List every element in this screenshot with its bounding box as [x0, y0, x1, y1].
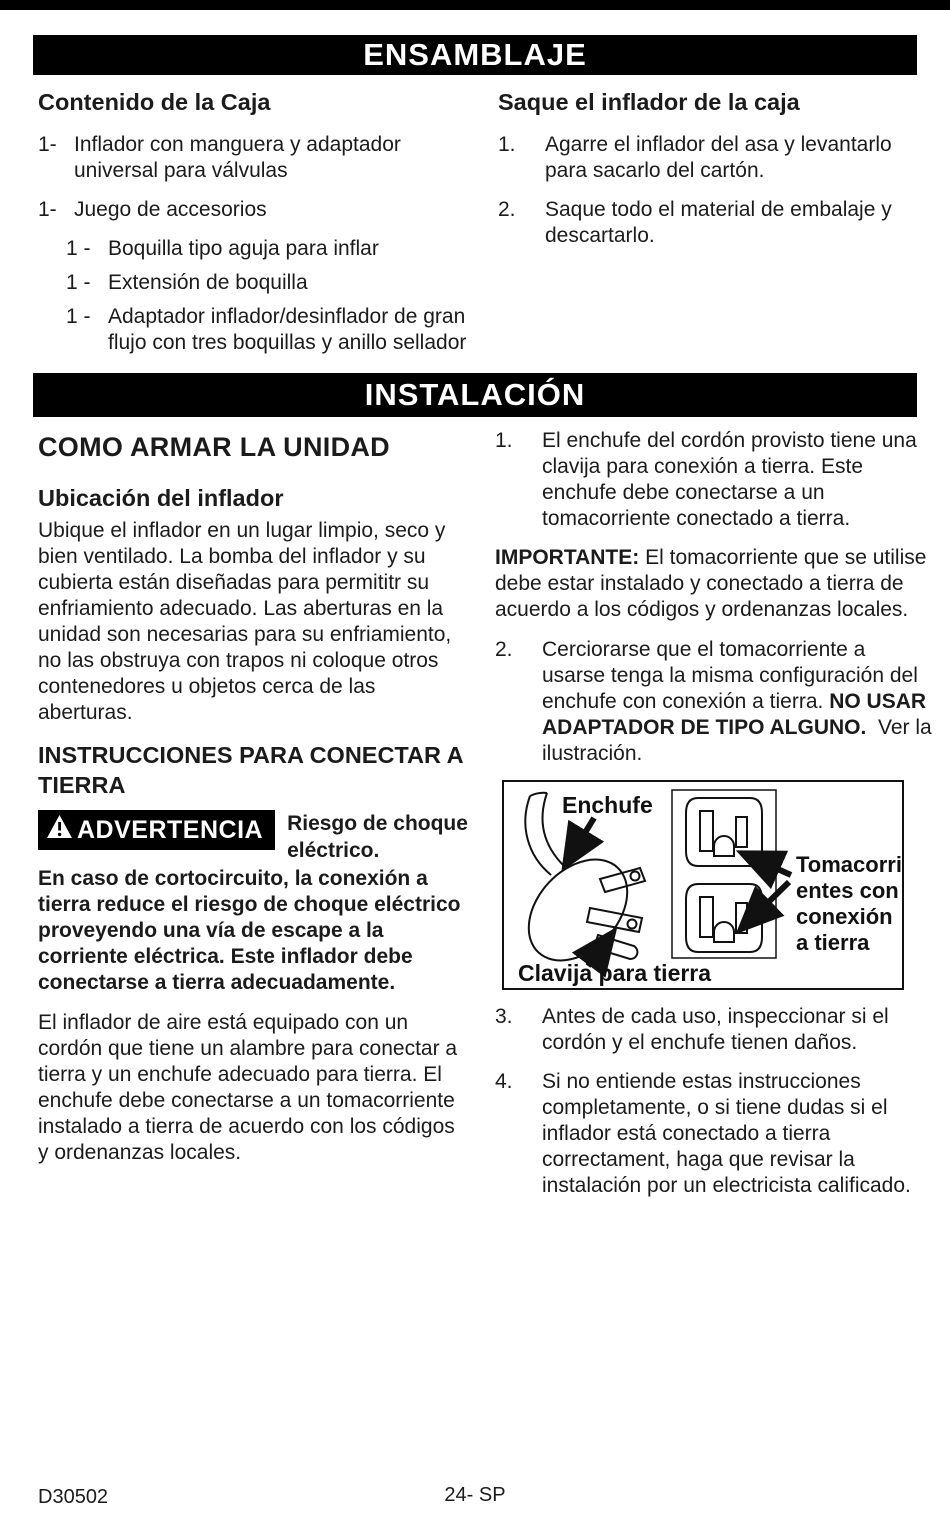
importante-text: El tomacorriente que se utilise debe estar instalado y conectado a tierra de acuerdo a los códigos y ordenanzas locales. [495, 546, 927, 621]
como-armar-heading: COMO ARMAR LA UNIDAD [38, 432, 390, 462]
item-marker: 1- [38, 198, 57, 221]
tomacorrientes-label [796, 852, 902, 955]
numbered-item [498, 132, 933, 184]
item-marker: 1 - [66, 305, 91, 328]
footer-page-number: 24- SP [444, 1484, 506, 1506]
item-text: Adaptador inflador/desinflador de gran flujo con tres boquillas y anillo sellador [108, 305, 467, 354]
item-marker: 1- [38, 133, 57, 156]
list-item [38, 132, 470, 184]
instalacion-banner [33, 373, 917, 417]
item-text: Inflador con manguera y adaptador universal para válvulas [74, 133, 401, 182]
item-number: 2. [495, 638, 513, 661]
list-item [38, 197, 470, 223]
svg-text:entes con: entes con [796, 878, 899, 903]
ubicacion-heading: Ubicación del inflador [38, 485, 284, 511]
assembly-section [38, 432, 470, 1180]
item-number: 3. [495, 1005, 513, 1028]
item-text: Boquilla tipo aguja para inflar [108, 237, 379, 260]
grounding-paragraph: El inflador de aire está equipado con un cordón que tiene un alambre para conectar a tierra y un enchufe adecuado para tierra. El enchufe debe conectarse a un tomacorriente instalado a tierra de acuerdo con los códigos y ordenanzas locales. [38, 1011, 458, 1164]
warning-row [38, 810, 470, 864]
item-text-normal: Cerciorarse que el tomacorriente a usarse tenga la misma configuración del enchufe con conexión a tierra. [542, 638, 918, 713]
svg-text:conexión: conexión [796, 904, 893, 929]
risk-text: Riesgo de choque eléctrico. [287, 812, 468, 862]
item-text: Si no entiende estas instrucciones completamente, o si tiene dudas si el inflador está conectado a tierra correctament, haga que revisar la instalación por un electricista calificado. [542, 1070, 911, 1197]
box-contents-heading: Contenido de la Caja [38, 89, 271, 115]
unbox-heading: Saque el inflador de la caja [498, 89, 800, 115]
item-number: 1. [495, 429, 513, 452]
list-subitem [66, 236, 470, 262]
numbered-item [495, 637, 933, 767]
conectar-tierra-heading: INSTRUCCIONES PARA CONECTAR A TIERRA [38, 742, 463, 798]
outlet-drawing [672, 790, 776, 958]
item-marker: 1 - [66, 237, 91, 260]
list-subitem [66, 304, 470, 356]
clavija-label: Clavija para tierra [518, 960, 712, 986]
numbered-item [495, 1004, 933, 1056]
importante-label: IMPORTANTE: [495, 546, 640, 569]
item-marker: 1 - [66, 271, 91, 294]
plug-outlet-figure [502, 780, 904, 990]
grounding-steps-section [495, 428, 933, 1212]
numbered-item [495, 428, 933, 532]
advertencia-label: ADVERTENCIA [77, 816, 264, 844]
item-text: Antes de cada uso, inspeccionar si el cordón y el enchufe tienen daños. [542, 1005, 889, 1054]
item-text-bold: NO USAR ADAPTADOR DE TIPO ALGUNO. [542, 690, 927, 739]
numbered-item [498, 197, 933, 249]
item-text: Saque todo el material de embalaje y descartarlo. [545, 198, 892, 247]
plug-drawing [509, 793, 647, 980]
svg-text:a tierra: a tierra [796, 930, 870, 955]
warning-triangle-icon [46, 814, 73, 846]
ubicacion-paragraph: Ubique el inflador en un lugar limpio, seco y bien ventilado. La bomba del inflador y su cubierta están diseñadas para permititr su enfriamiento adecuado. Las aberturas en la unidad son necesarias para su enfriamiento, no las obstruya con trapos ni coloque otros contenedores u objetos cerca de las aberturas. [38, 519, 452, 724]
item-text: El enchufe del cordón provisto tiene una clavija para conexión a tierra. Este enchufe debe conectarse a un tomacorriente conectado a tierra. [542, 429, 917, 530]
importante-paragraph [495, 545, 933, 623]
ensamblaje-banner [33, 35, 917, 75]
item-text: Agarre el inflador del asa y levantarlo para sacarlo del cartón. [545, 133, 892, 182]
item-text: Juego de accesorios [74, 198, 267, 221]
warning-bold-paragraph: En caso de cortocircuito, la conexión a tierra reduce el riesgo de choque eléctrico proveyendo una vía de escape a la corriente eléctrica. Este inflador debe conectarse a tierra adecuadamente. [38, 867, 461, 994]
item-number: 4. [495, 1070, 513, 1093]
ensamblaje-banner-title: ENSAMBLAJE [363, 37, 587, 72]
box-contents-section [38, 88, 470, 364]
item-text: Extensión de boquilla [108, 271, 308, 294]
footer-doc-number: D30502 [38, 1486, 109, 1508]
page-top-rule [0, 0, 950, 10]
enchufe-label: Enchufe [562, 792, 653, 818]
instalacion-banner-title: INSTALACIÓN [364, 377, 586, 412]
item-text [542, 637, 933, 767]
item-number: 1. [498, 133, 516, 156]
numbered-item [495, 1069, 933, 1199]
svg-text:Tomacorri: Tomacorri [796, 852, 902, 877]
list-subitem [66, 270, 470, 296]
item-number: 2. [498, 198, 516, 221]
item-text-tail: Ver la ilustración. [542, 716, 932, 765]
unbox-section [498, 88, 933, 262]
advertencia-badge [38, 810, 275, 850]
